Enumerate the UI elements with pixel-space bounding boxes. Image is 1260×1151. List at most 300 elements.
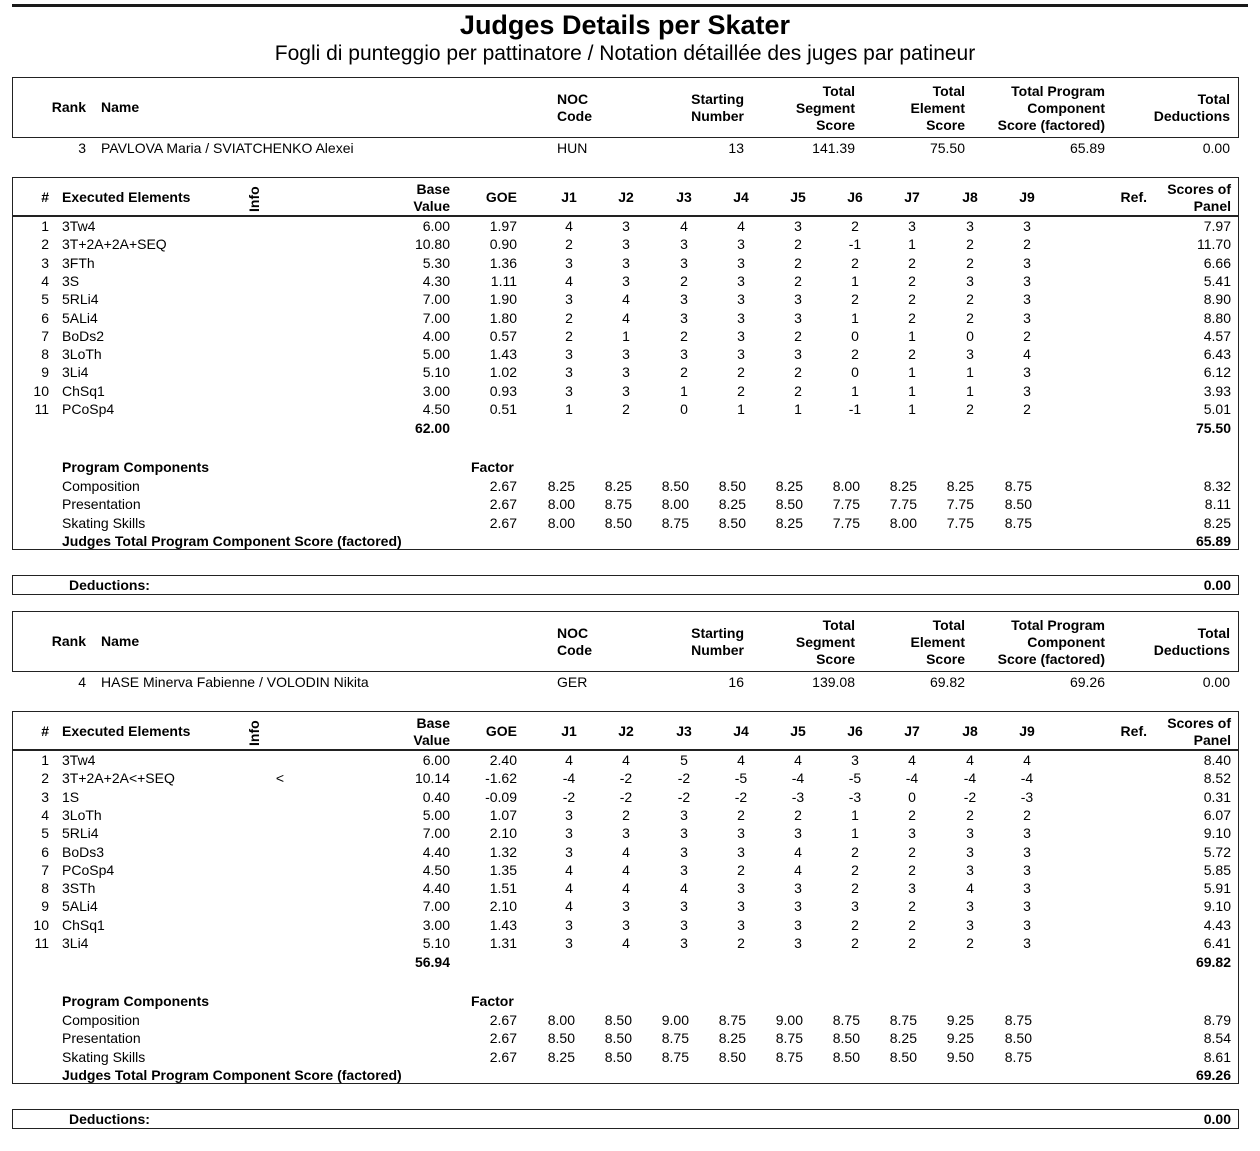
element-judge-j9: 4 (1023, 346, 1031, 363)
component-judge-j4: 8.50 (718, 478, 746, 494)
element-judge-j9: -3 (1020, 788, 1034, 805)
element-judge-j5: 3 (794, 935, 802, 951)
element-judge-j5: 2 (794, 254, 802, 271)
element-judge-j2: 1 (622, 327, 630, 344)
element-judge-j5: 1 (794, 401, 802, 417)
element-judge-j1: 3 (565, 382, 573, 399)
element-judge-j4: 3 (737, 327, 745, 344)
element-judge-j4: 2 (737, 364, 745, 381)
element-number: 11 (34, 935, 49, 951)
segment-score-header-line2: Segment (795, 634, 855, 650)
element-judge-j8: 2 (966, 291, 974, 308)
element-name: 3LoTh (62, 346, 102, 363)
element-judge-j1: 3 (565, 346, 573, 363)
element-judge-j8: 1 (966, 364, 974, 381)
element-base-value: 0.40 (422, 788, 450, 805)
element-judge-j3: 2 (680, 364, 688, 381)
element-judge-j6: 2 (851, 254, 859, 271)
component-judge-j2: 8.50 (604, 1048, 632, 1065)
element-judge-j2: 2 (622, 806, 630, 823)
element-judge-j6: -1 (848, 401, 862, 417)
component-judge-j5: 8.25 (775, 478, 803, 494)
element-judge-j7: 2 (908, 291, 916, 308)
element-base-value: 7.00 (422, 898, 450, 915)
name-header: Name (101, 633, 140, 649)
element-judge-j7: 2 (908, 861, 916, 878)
element-judge-j9: 2 (1023, 236, 1031, 253)
starting-number-header-line1: Starting (691, 91, 744, 107)
element-base-value: 4.40 (422, 880, 450, 897)
element-judge-j9: 3 (1023, 880, 1031, 897)
component-judge-j3: 8.75 (661, 1030, 689, 1047)
element-base-value: 5.00 (422, 346, 450, 363)
element-judge-j4: 4 (737, 752, 745, 768)
element-judge-j9: 3 (1023, 825, 1031, 842)
element-judge-j2: 3 (622, 364, 630, 381)
element-judge-j2: 4 (622, 861, 630, 878)
element-panel-score: 6.12 (1203, 364, 1231, 381)
element-goe: 1.97 (489, 218, 517, 234)
element-name: 3S (62, 272, 80, 289)
element-judge-j5: 2 (794, 236, 802, 253)
element-judge-j1: 3 (565, 843, 573, 860)
element-number: 2 (41, 770, 49, 787)
element-judge-j8: 2 (966, 309, 974, 326)
noc-header-line1: NOC (557, 625, 589, 641)
component-judge-j5: 9.00 (775, 1012, 803, 1028)
element-judge-j3: 1 (680, 382, 688, 399)
element-judge-j1: 4 (565, 861, 573, 878)
element-goe: 1.51 (489, 880, 517, 897)
pcs-header-line2: Component (1027, 100, 1105, 116)
element-name: ChSq1 (62, 382, 105, 399)
component-judge-j9: 8.75 (1004, 1048, 1032, 1065)
element-judge-j9: 3 (1023, 364, 1031, 381)
element-judge-j4: 3 (737, 291, 745, 308)
element-goe: -1.62 (485, 770, 517, 787)
factor-header: Factor (471, 993, 514, 1009)
element-judge-j2: -2 (619, 770, 633, 787)
element-base-value: 4.30 (422, 272, 450, 289)
element-judge-j6: 1 (851, 309, 859, 326)
element-judge-j7: 4 (908, 752, 916, 768)
element-goe: 0.93 (489, 382, 517, 399)
component-judge-j5: 8.25 (775, 514, 803, 531)
element-panel-score: 7.97 (1203, 218, 1231, 234)
goe-header: GOE (485, 723, 517, 739)
element-judge-j5: 3 (794, 291, 802, 308)
component-judge-j4: 8.75 (718, 1012, 746, 1028)
element-base-value: 4.00 (422, 327, 450, 344)
element-judge-j1: 3 (565, 806, 573, 823)
element-judge-j2: 3 (622, 382, 630, 399)
component-judge-j8: 7.75 (946, 514, 974, 531)
element-judge-j6: 1 (851, 806, 859, 823)
element-goe: 1.36 (489, 254, 517, 271)
component-judge-j5: 8.75 (775, 1048, 803, 1065)
element-goe: 2.40 (489, 752, 517, 768)
element-judge-j8: 3 (966, 346, 974, 363)
page-subtitle: Fogli di punteggio per pattinatore / Notation détaillée des juges par patineur (274, 42, 976, 65)
base-value-total: 56.94 (414, 954, 450, 970)
component-judge-j1: 8.25 (547, 478, 575, 494)
component-name: Composition (62, 1012, 140, 1028)
judge-header-j9: J9 (1019, 723, 1035, 739)
element-judge-j2: 2 (622, 401, 630, 417)
component-name: Presentation (62, 1030, 141, 1047)
element-name: ChSq1 (62, 916, 105, 933)
element-judge-j6: 2 (851, 346, 859, 363)
element-judge-j8: 2 (966, 254, 974, 271)
element-judge-j6: 2 (851, 880, 859, 897)
element-base-value: 5.00 (422, 806, 450, 823)
element-judge-j7: 3 (908, 218, 916, 234)
element-number: 5 (41, 291, 49, 308)
element-judge-j8: 4 (966, 752, 974, 768)
element-judge-j3: 3 (680, 825, 688, 842)
element-panel-score: 8.52 (1203, 770, 1231, 787)
segment-score-header-line3: Score (816, 651, 855, 667)
element-judge-j6: 2 (851, 291, 859, 308)
element-judge-j4: 3 (737, 254, 745, 271)
element-panel-score: 6.66 (1203, 254, 1231, 271)
element-panel-score: 6.07 (1203, 806, 1231, 823)
element-score-header-line1: Total (932, 83, 965, 99)
deductions-value: 0.00 (1203, 577, 1231, 593)
element-judge-j4: 1 (737, 401, 745, 417)
element-number: 10 (33, 382, 49, 399)
element-number: 9 (41, 898, 49, 915)
element-name: 3T+2A+2A<+SEQ (62, 770, 175, 787)
component-judge-j6: 8.50 (832, 1048, 860, 1065)
element-name: 3Li4 (62, 364, 89, 381)
base-value-header-line2: Value (413, 732, 450, 748)
element-score-header-line2: Element (910, 100, 965, 116)
element-judge-j4: 4 (737, 218, 745, 234)
element-judge-j8: 2 (966, 236, 974, 253)
element-judge-j8: 3 (966, 843, 974, 860)
component-judge-j6: 7.75 (832, 496, 860, 513)
component-judge-j2: 8.25 (604, 478, 632, 494)
element-base-value: 4.50 (422, 401, 450, 417)
element-judge-j8: 2 (966, 806, 974, 823)
element-judge-j7: 1 (908, 236, 916, 253)
component-judge-j1: 8.25 (547, 1048, 575, 1065)
header-rule (12, 4, 1248, 7)
noc-header-line1: NOC (557, 91, 589, 107)
base-value-header-line1: Base (416, 715, 450, 731)
element-judge-j7: 1 (908, 364, 916, 381)
skater-rank: 3 (78, 140, 86, 156)
element-judge-j3: 0 (680, 401, 688, 417)
element-judge-j2: 3 (622, 254, 630, 271)
element-number: 8 (41, 880, 49, 897)
element-name: 5RLi4 (62, 291, 99, 308)
element-judge-j2: 3 (622, 898, 630, 915)
element-judge-j5: 2 (794, 382, 802, 399)
element-judge-j9: 3 (1023, 861, 1031, 878)
element-judge-j9: -4 (1020, 770, 1034, 787)
element-judge-j6: -1 (848, 236, 862, 253)
element-number: 6 (41, 843, 49, 860)
element-judge-j5: 2 (794, 806, 802, 823)
element-judge-j8: 2 (966, 401, 974, 417)
element-judge-j3: -2 (677, 770, 691, 787)
total-segment-score: 141.39 (812, 140, 855, 156)
component-judge-j3: 8.50 (661, 478, 689, 494)
element-goe: 0.51 (489, 401, 517, 417)
element-name: 3STh (62, 880, 96, 897)
noc-header-line2: Code (557, 642, 592, 658)
element-judge-j7: 3 (908, 825, 916, 842)
element-goe: 1.43 (489, 916, 517, 933)
element-goe: 1.11 (490, 272, 517, 289)
component-judge-j8: 7.75 (946, 496, 974, 513)
component-judge-j3: 8.00 (661, 496, 689, 513)
element-number: 4 (41, 806, 49, 823)
deductions-box (12, 575, 1239, 595)
element-judge-j6: 3 (851, 752, 859, 768)
element-judge-j9: 3 (1023, 843, 1031, 860)
element-judge-j5: 3 (794, 825, 802, 842)
element-judge-j9: 3 (1023, 291, 1031, 308)
element-base-value: 6.00 (422, 218, 450, 234)
element-number: 2 (41, 236, 49, 253)
element-score-header-line2: Element (910, 634, 965, 650)
element-judge-j7: 2 (908, 272, 916, 289)
element-name: 1S (62, 788, 80, 805)
component-panel-score: 8.54 (1203, 1030, 1231, 1047)
pcs-header-line3: Score (factored) (997, 651, 1105, 667)
element-name: 5RLi4 (62, 825, 99, 842)
component-judge-j6: 8.00 (832, 478, 860, 494)
elements-header-divider (12, 749, 1239, 751)
component-judge-j4: 8.25 (718, 1030, 746, 1047)
element-judge-j1: -2 (562, 788, 576, 805)
element-judge-j5: 2 (794, 364, 802, 381)
element-panel-score: 3.93 (1203, 382, 1231, 399)
component-factor: 2.67 (489, 514, 517, 531)
judge-header-j1: J1 (561, 189, 577, 205)
element-judge-j1: 4 (565, 880, 573, 897)
element-judge-j5: -3 (791, 788, 805, 805)
element-judge-j6: -5 (848, 770, 862, 787)
segment-score-header-line1: Total (822, 83, 855, 99)
element-panel-score: 5.41 (1203, 272, 1231, 289)
element-base-value: 7.00 (422, 291, 450, 308)
element-panel-score: 8.90 (1203, 291, 1231, 308)
element-judge-j7: -4 (905, 770, 919, 787)
element-score-header-line3: Score (926, 117, 965, 133)
goe-header: GOE (485, 189, 517, 205)
component-judge-j7: 8.25 (889, 1030, 917, 1047)
component-judge-j1: 8.00 (547, 514, 575, 531)
judge-header-j6: J6 (847, 189, 863, 205)
element-number: 7 (41, 327, 49, 344)
base-value-header-line1: Base (416, 181, 450, 197)
element-judge-j9: 3 (1023, 935, 1031, 951)
element-judge-j1: -4 (562, 770, 576, 787)
element-score-header-line3: Score (926, 651, 965, 667)
pcs-header-line3: Score (factored) (997, 117, 1105, 133)
judge-header-j8: J8 (962, 723, 978, 739)
element-judge-j4: 2 (737, 382, 745, 399)
element-judge-j2: -2 (619, 788, 633, 805)
element-panel-score: 8.80 (1203, 309, 1231, 326)
element-name: 3Li4 (62, 935, 89, 951)
element-judge-j4: 3 (737, 346, 745, 363)
component-judge-j8: 9.25 (946, 1030, 974, 1047)
program-components-header: Program Components (62, 459, 210, 475)
element-goe: 1.80 (489, 309, 517, 326)
total-deductions: 0.00 (1202, 674, 1230, 690)
component-judge-j9: 8.75 (1004, 514, 1032, 531)
element-base-value: 3.00 (422, 916, 450, 933)
element-number: 3 (41, 788, 49, 805)
element-panel-score: 5.72 (1203, 843, 1231, 860)
element-judge-j1: 4 (565, 752, 573, 768)
judge-header-j5: J5 (790, 723, 806, 739)
elements-header-divider (12, 215, 1239, 217)
element-base-value: 5.10 (422, 364, 450, 381)
element-judge-j8: 3 (966, 898, 974, 915)
component-name: Skating Skills (62, 1048, 146, 1065)
element-name: 3T+2A+2A+SEQ (62, 236, 167, 253)
element-judge-j5: 4 (794, 752, 802, 768)
element-judge-j8: -2 (963, 788, 977, 805)
element-judge-j6: 2 (851, 916, 859, 933)
element-number: 7 (41, 861, 49, 878)
element-judge-j2: 3 (622, 825, 630, 842)
num-header: # (41, 723, 49, 739)
element-goe: 2.10 (489, 825, 517, 842)
element-judge-j4: 3 (737, 236, 745, 253)
element-base-value: 5.10 (422, 935, 450, 951)
element-judge-j4: 2 (737, 806, 745, 823)
element-judge-j5: 3 (794, 916, 802, 933)
elements-panel-total: 69.82 (1195, 954, 1231, 970)
element-judge-j8: 3 (966, 272, 974, 289)
component-judge-j3: 9.00 (661, 1012, 689, 1028)
element-score-header-line1: Total (932, 617, 965, 633)
element-judge-j3: 3 (680, 898, 688, 915)
component-name: Presentation (62, 496, 141, 513)
judge-header-j4: J4 (733, 189, 749, 205)
component-judge-j2: 8.50 (604, 1012, 632, 1028)
element-name: 5ALi4 (62, 898, 98, 915)
element-number: 10 (33, 916, 49, 933)
element-judge-j2: 3 (622, 916, 630, 933)
element-judge-j1: 3 (565, 364, 573, 381)
executed-elements-header: Executed Elements (62, 189, 191, 205)
component-judge-j7: 7.75 (889, 496, 917, 513)
element-panel-score: 6.43 (1203, 346, 1231, 363)
element-judge-j3: 3 (680, 806, 688, 823)
element-judge-j8: 4 (966, 880, 974, 897)
deductions-box (12, 1109, 1239, 1129)
judges-total-pcs-label: Judges Total Program Component Score (factored) (62, 533, 402, 549)
element-goe: 1.07 (489, 806, 517, 823)
component-name: Skating Skills (62, 514, 146, 531)
element-judge-j1: 2 (565, 236, 573, 253)
scores-of-panel-header-line2: Panel (1193, 732, 1231, 748)
total-pcs: 69.26 (1069, 674, 1105, 690)
rank-header: Rank (51, 99, 86, 115)
element-panel-score: 5.85 (1203, 861, 1231, 878)
element-judge-j6: 0 (851, 327, 859, 344)
base-value-header-line2: Value (413, 198, 450, 214)
element-judge-j7: 2 (908, 346, 916, 363)
element-judge-j5: 3 (794, 898, 802, 915)
element-judge-j2: 4 (622, 309, 630, 326)
element-judge-j8: 3 (966, 861, 974, 878)
starting-number: 13 (728, 140, 744, 156)
deductions-header-line2: Deductions (1153, 642, 1230, 658)
element-judge-j4: -2 (734, 788, 748, 805)
element-judge-j9: 3 (1023, 272, 1031, 289)
component-judge-j2: 8.50 (604, 1030, 632, 1047)
element-judge-j2: 3 (622, 272, 630, 289)
page-title: Judges Details per Skater (459, 10, 791, 40)
element-number: 11 (34, 401, 49, 417)
scores-of-panel-header-line1: Scores of (1167, 181, 1231, 197)
element-judge-j8: -4 (963, 770, 977, 787)
deductions-header-line1: Total (1197, 625, 1230, 641)
info-header: Info (246, 186, 262, 212)
element-judge-j7: 2 (908, 254, 916, 271)
element-judge-j4: 3 (737, 843, 745, 860)
noc-header-line2: Code (557, 108, 592, 124)
component-judge-j3: 8.75 (661, 514, 689, 531)
element-judge-j6: 2 (851, 843, 859, 860)
component-judge-j9: 8.50 (1004, 1030, 1032, 1047)
element-judge-j8: 0 (966, 327, 974, 344)
element-name: 5ALi4 (62, 309, 98, 326)
element-judge-j2: 3 (622, 236, 630, 253)
deductions-value: 0.00 (1203, 1111, 1231, 1127)
component-judge-j5: 8.50 (775, 496, 803, 513)
element-judge-j3: 3 (680, 861, 688, 878)
element-judge-j2: 3 (622, 346, 630, 363)
judges-total-pcs-value: 65.89 (1195, 533, 1231, 549)
component-factor: 2.67 (489, 1048, 517, 1065)
component-judge-j4: 8.50 (718, 1048, 746, 1065)
element-judge-j7: 1 (908, 401, 916, 417)
element-panel-score: 4.43 (1203, 916, 1231, 933)
component-judge-j1: 8.00 (547, 496, 575, 513)
element-judge-j7: 0 (908, 788, 916, 805)
element-name: BoDs2 (62, 327, 105, 344)
element-judge-j3: 3 (680, 935, 688, 951)
element-judge-j7: 2 (908, 806, 916, 823)
element-judge-j9: 3 (1023, 898, 1031, 915)
element-panel-score: 0.31 (1203, 788, 1231, 805)
element-judge-j3: 3 (680, 916, 688, 933)
scores-of-panel-header-line1: Scores of (1167, 715, 1231, 731)
element-judge-j3: 4 (680, 880, 688, 897)
element-judge-j8: 3 (966, 825, 974, 842)
element-goe: 2.10 (489, 898, 517, 915)
starting-number-header-line1: Starting (691, 625, 744, 641)
element-base-value: 7.00 (422, 309, 450, 326)
component-judge-j6: 8.75 (832, 1012, 860, 1028)
skater-rank: 4 (78, 674, 86, 690)
element-judge-j3: 3 (680, 843, 688, 860)
judge-header-j9: J9 (1019, 189, 1035, 205)
total-pcs: 65.89 (1069, 140, 1105, 156)
element-judge-j9: 3 (1023, 916, 1031, 933)
element-name: 3Tw4 (62, 218, 96, 234)
